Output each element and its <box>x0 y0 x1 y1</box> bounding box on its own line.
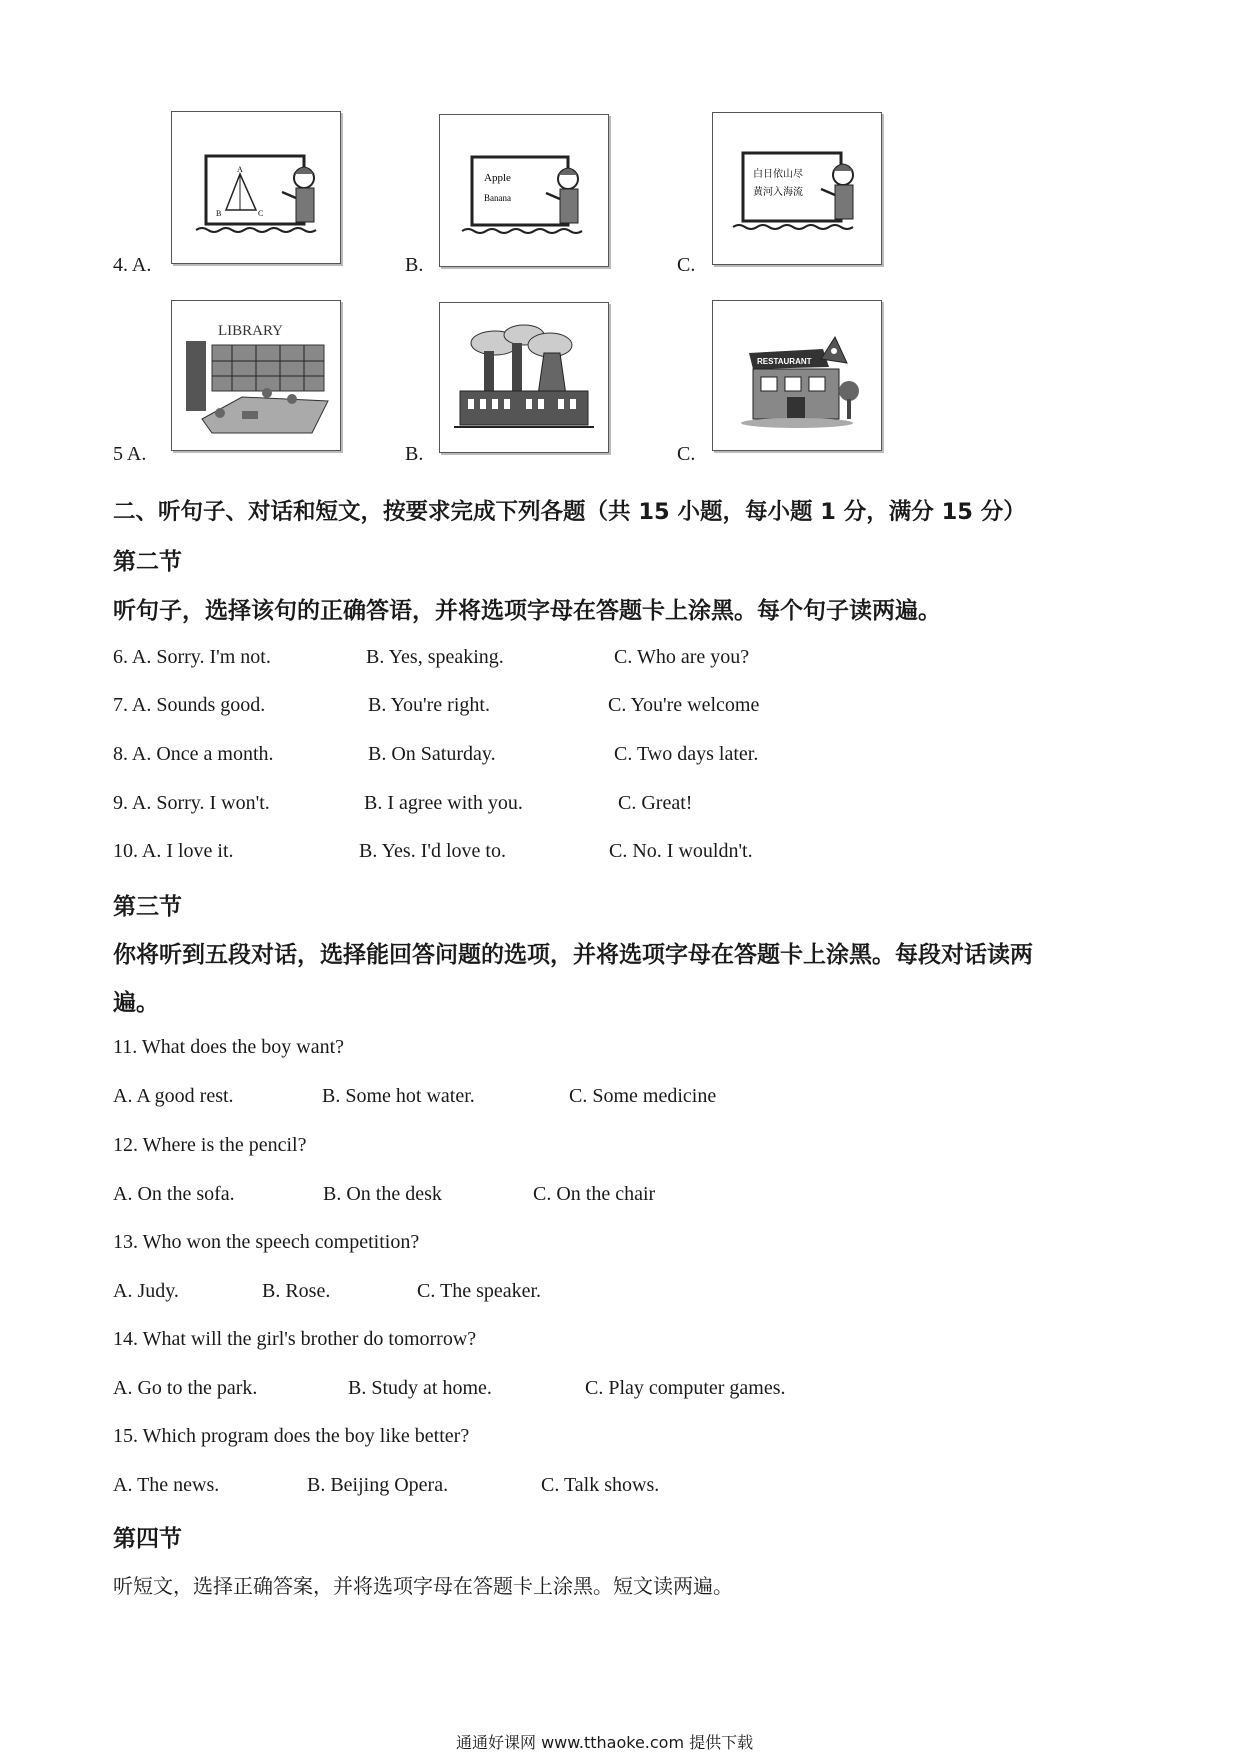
q14-option-c[interactable]: C. Play computer games. <box>585 1377 786 1399</box>
part-4-instruction: 听短文，选择正确答案，并将选项字母在答题卡上涂黑。短文读两遍。 <box>113 1574 733 1598</box>
q9-option-c[interactable]: C. Great! <box>618 792 693 814</box>
q9-option-a[interactable]: 9. A. Sorry. I won't. <box>113 792 270 814</box>
q4-option-b-label: B. <box>405 254 424 276</box>
svg-text:Banana: Banana <box>484 193 511 203</box>
svg-text:A: A <box>237 165 243 174</box>
q4-option-c-picture[interactable] <box>712 112 882 265</box>
q14-option-a[interactable]: A. Go to the park. <box>113 1377 258 1399</box>
svg-text:C: C <box>258 209 264 218</box>
q11-option-a[interactable]: A. A good rest. <box>113 1085 234 1107</box>
q8-option-b[interactable]: B. On Saturday. <box>368 743 496 765</box>
q12-option-b[interactable]: B. On the desk <box>323 1183 442 1205</box>
svg-text:B: B <box>216 209 222 218</box>
q4-option-a-label: 4. A. <box>113 254 152 276</box>
q10-option-c[interactable]: C. No. I wouldn't. <box>609 840 753 862</box>
q15-option-a[interactable]: A. The news. <box>113 1474 220 1496</box>
q4-option-c-label: C. <box>677 254 696 276</box>
q8-option-c[interactable]: C. Two days later. <box>614 743 759 765</box>
part-2-title: 第二节 <box>113 549 182 575</box>
q15-question: 15. Which program does the boy like better? <box>113 1425 470 1447</box>
q13-option-a[interactable]: A. Judy. <box>113 1280 179 1302</box>
q9-option-b[interactable]: B. I agree with you. <box>364 792 523 814</box>
svg-text:LIBRARY: LIBRARY <box>218 323 284 339</box>
page-footer: 通通好课网 www.tthaoke.com 提供下载 <box>456 1733 754 1752</box>
part-4-title: 第四节 <box>113 1526 182 1552</box>
svg-text:黄河入海流: 黄河入海流 <box>753 187 803 198</box>
q6-option-a[interactable]: 6. A. Sorry. I'm not. <box>113 646 271 668</box>
q5-option-c-picture[interactable] <box>712 300 882 451</box>
q10-option-a[interactable]: 10. A. I love it. <box>113 840 234 862</box>
q8-option-a[interactable]: 8. A. Once a month. <box>113 743 274 765</box>
q12-question: 12. Where is the pencil? <box>113 1134 307 1156</box>
library-icon <box>172 301 340 450</box>
q13-option-c[interactable]: C. The speaker. <box>417 1280 542 1302</box>
q4-option-a-picture[interactable] <box>171 111 341 264</box>
q13-question: 13. Who won the speech competition? <box>113 1231 420 1253</box>
q7-option-c[interactable]: C. You're welcome <box>608 694 760 716</box>
q4-option-b-picture[interactable] <box>439 114 609 267</box>
q5-option-b-picture[interactable] <box>439 302 609 453</box>
part-3-title: 第三节 <box>113 894 182 920</box>
q5-option-c-label: C. <box>677 443 696 465</box>
svg-text:RESTAURANT: RESTAURANT <box>757 357 812 366</box>
q14-question: 14. What will the girl's brother do tomorrow? <box>113 1328 477 1350</box>
q6-option-b[interactable]: B. Yes, speaking. <box>366 646 504 668</box>
part-3-instruction-line-1: 你将听到五段对话，选择能回答问题的选项，并将选项字母在答题卡上涂黑。每段对话读两 <box>113 942 1033 968</box>
q12-option-a[interactable]: A. On the sofa. <box>113 1183 235 1205</box>
teacher-triangle-board-icon <box>172 112 340 263</box>
section-two-title: 二、听句子、对话和短文，按要求完成下列各题（共 15 小题，每小题 1 分，满分 15 分） <box>113 499 1026 525</box>
q5-option-a-picture[interactable] <box>171 300 341 451</box>
q15-option-c[interactable]: C. Talk shows. <box>541 1474 660 1496</box>
q11-option-c[interactable]: C. Some medicine <box>569 1085 717 1107</box>
svg-text:白日依山尽: 白日依山尽 <box>753 169 803 180</box>
q5-option-a-label: 5 A. <box>113 443 147 465</box>
svg-text:Apple: Apple <box>484 172 511 184</box>
part-3-instruction-line-2: 遍。 <box>113 990 159 1016</box>
q14-option-b[interactable]: B. Study at home. <box>348 1377 492 1399</box>
part-2-instruction: 听句子，选择该句的正确答语，并将选项字母在答题卡上涂黑。每个句子读两遍。 <box>113 598 941 624</box>
teacher-apple-banana-board-icon <box>440 115 608 266</box>
teacher-chinese-poem-board-icon <box>713 113 881 264</box>
q7-option-b[interactable]: B. You're right. <box>368 694 490 716</box>
q5-option-b-label: B. <box>405 443 424 465</box>
factory-icon <box>440 303 608 452</box>
q13-option-b[interactable]: B. Rose. <box>262 1280 331 1302</box>
q12-option-c[interactable]: C. On the chair <box>533 1183 656 1205</box>
q10-option-b[interactable]: B. Yes. I'd love to. <box>359 840 506 862</box>
q11-option-b[interactable]: B. Some hot water. <box>322 1085 475 1107</box>
q11-question: 11. What does the boy want? <box>113 1036 345 1058</box>
restaurant-icon <box>713 301 881 450</box>
q7-option-a[interactable]: 7. A. Sounds good. <box>113 694 266 716</box>
q15-option-b[interactable]: B. Beijing Opera. <box>307 1474 449 1496</box>
q6-option-c[interactable]: C. Who are you? <box>614 646 750 668</box>
